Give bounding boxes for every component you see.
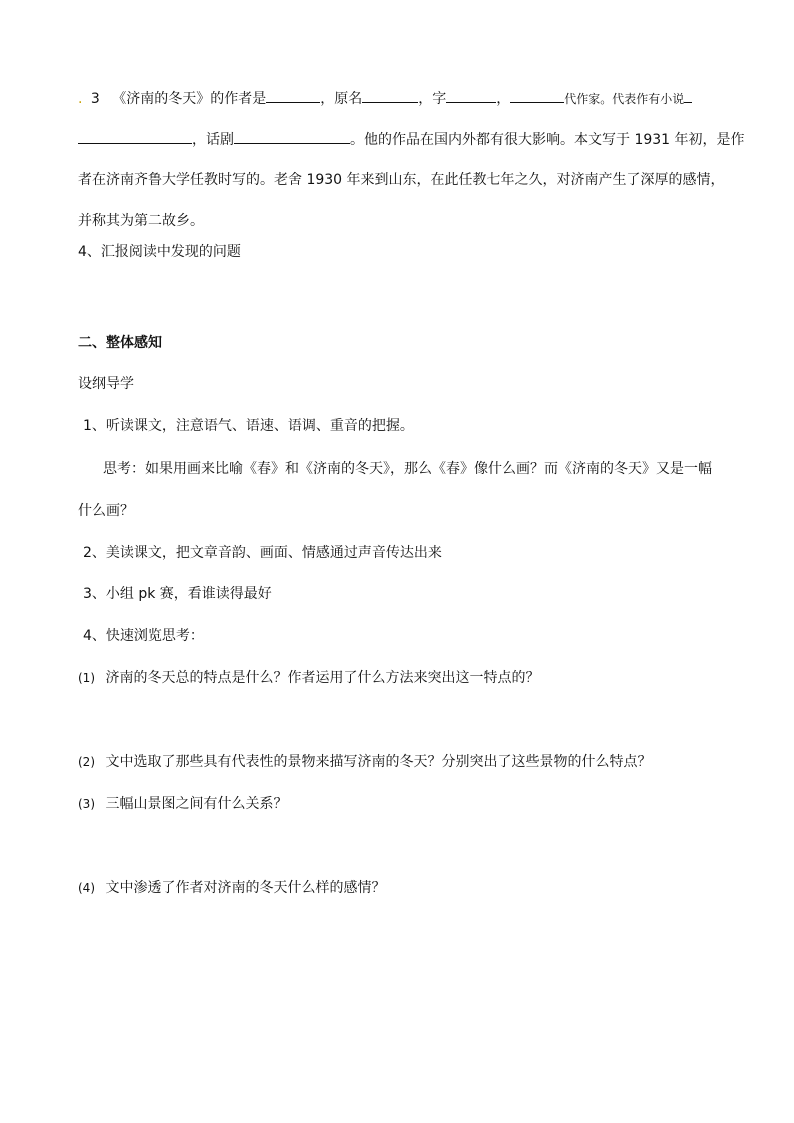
q3-text-e: 代作家。代表作有小说 bbox=[564, 92, 685, 106]
q3-line-1 bbox=[78, 88, 692, 108]
think-line-1: 思考：如果用画来比喻《春》和《济南的冬天》，那么《春》像什么画？而《济南的冬天》又是一幅 bbox=[103, 461, 712, 477]
blank-courtesy-name[interactable] bbox=[446, 88, 496, 103]
blank-novel-start[interactable] bbox=[684, 88, 692, 103]
blank-drama[interactable] bbox=[234, 129, 350, 144]
sub-question-2 bbox=[78, 753, 651, 771]
think-line-2: 什么画？ bbox=[78, 503, 134, 519]
q3-number: 3 bbox=[90, 91, 100, 107]
sub-question-3-text: 三幅山景图之间有什么关系？ bbox=[105, 796, 288, 812]
item-2: 2、美读课文，把文章音韵、画面、情感通过声音传达出来 bbox=[83, 545, 442, 561]
q3-text-a: 《济南的冬天》的作者是 bbox=[112, 91, 267, 107]
sub-question-4-number: (4) bbox=[78, 881, 95, 895]
blank-era[interactable] bbox=[510, 88, 564, 103]
sub-question-4 bbox=[78, 879, 385, 897]
q3-line-4: 并称其为第二故乡。 bbox=[78, 213, 204, 229]
item-3: 3、小组 pk 赛，看谁读得最好 bbox=[83, 586, 272, 602]
q3-text-b: ，原名 bbox=[320, 91, 363, 107]
item-1: 1、听读课文，注意语气、语速、语调、重音的把握。 bbox=[83, 418, 414, 434]
sub-question-4-text: 文中渗透了作者对济南的冬天什么样的感情？ bbox=[105, 880, 386, 896]
sub-question-1-number: (1) bbox=[78, 671, 95, 685]
sub-question-3 bbox=[78, 795, 287, 813]
blank-novel[interactable] bbox=[78, 129, 192, 144]
q3-text-d: ， bbox=[496, 91, 511, 107]
sub-question-1-text: 济南的冬天总的特点是什么？作者运用了什么方法来突出这一特点的？ bbox=[105, 670, 540, 686]
item-4: 4、快速浏览思考： bbox=[83, 628, 204, 644]
q3-text-f: ，话剧 bbox=[192, 132, 234, 148]
section-heading: 二、整体感知 bbox=[78, 335, 162, 351]
blank-original-name[interactable] bbox=[362, 88, 418, 103]
sub-question-2-number: (2) bbox=[78, 755, 95, 769]
blank-author[interactable] bbox=[266, 88, 320, 103]
question-4: 4、汇报阅读中发现的问题 bbox=[78, 244, 241, 260]
sub-question-3-number: (3) bbox=[78, 797, 95, 811]
q3-line-2 bbox=[78, 129, 745, 149]
q3-line-3: 者在济南齐鲁大学任教时写的。老舍 1930 年来到山东，在此任教七年之久，对济南产生了深厚的感情， bbox=[78, 172, 725, 188]
q3-text-g: 。他的作品在国内外都有很大影响。本文写于 1931 年初，是作 bbox=[350, 132, 745, 148]
sub-question-1 bbox=[78, 669, 539, 687]
q3-text-c: ，字 bbox=[418, 91, 447, 107]
sub-question-2-text: 文中选取了那些具有代表性的景物来描写济南的冬天？分别突出了这些景物的什么特点？ bbox=[105, 754, 652, 770]
q3-dot: . bbox=[78, 91, 83, 107]
section-subheading: 设纲导学 bbox=[78, 376, 134, 392]
